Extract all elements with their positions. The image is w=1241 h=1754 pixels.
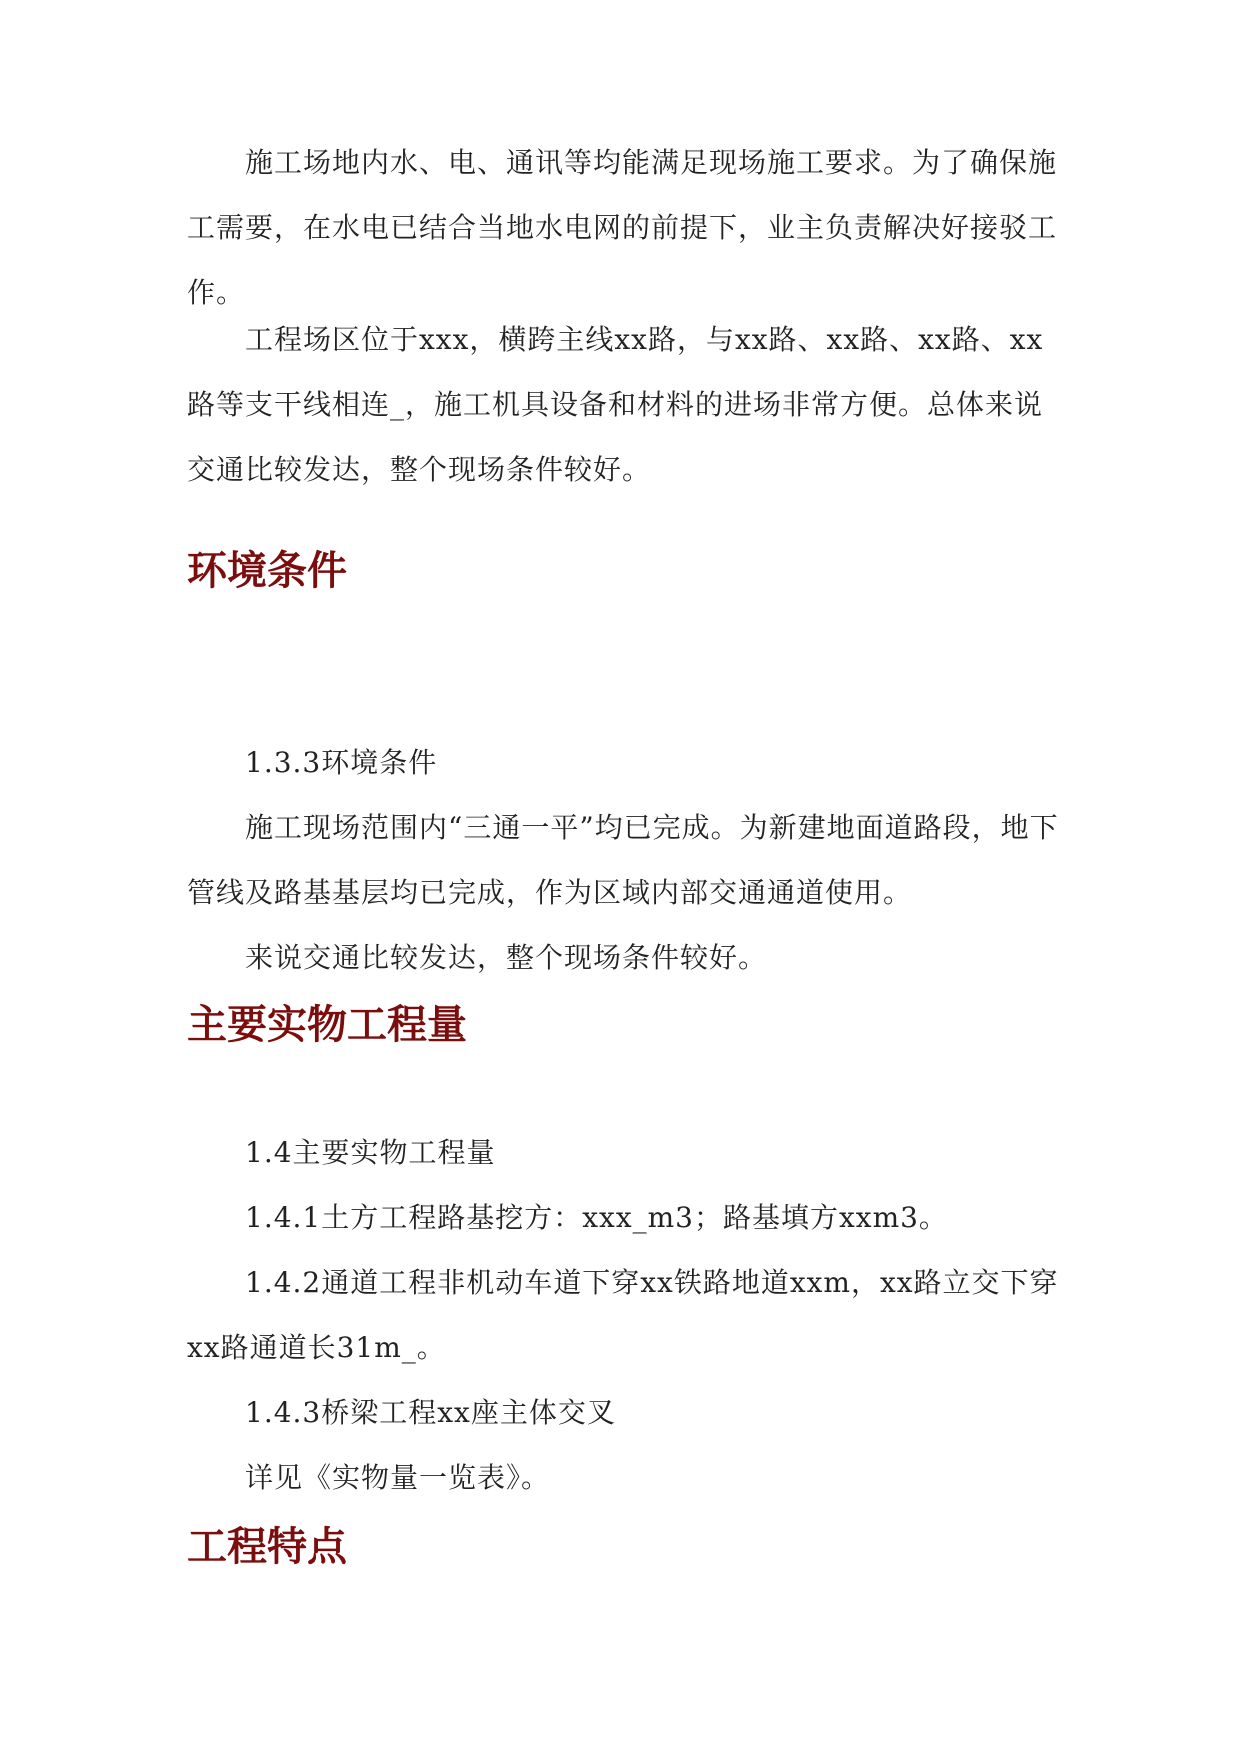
paragraph-site-location: 工程场区位于xxx，横跨主线xx路，与xx路、xx路、xx路、xx路等支干线相连_，施工机具设备和材料的进场非常方便。总体来说交通比较发达，整个现场条件较好。 <box>187 323 1044 486</box>
paragraph-quantity-table-ref: 详见《实物量一览表》。 <box>245 1461 551 1494</box>
paragraph-earthwork: 1.4.1土方工程路基挖方：xxx_m3；路基填方xxm3。 <box>245 1201 948 1234</box>
paragraph-section-1-3-3: 1.3.3环境条件 <box>245 746 438 779</box>
paragraph-utilities: 施工场地内水、电、通讯等均能满足现场施工要求。为了确保施工需要，在水电已结合当地水电网的前提下，业主负责解决好接驳工作。 <box>187 146 1058 309</box>
paragraph-three-utilities: 施工现场范围内“三通一平”均已完成。为新建地面道路段，地下管线及路基基层均已完成，作为区域内部交通通道使用。 <box>187 811 1059 909</box>
heading-environment-conditions: 环境条件 <box>187 548 347 594</box>
paragraph-passage-works: 1.4.2通道工程非机动车道下穿xx铁路地道xxm，xx路立交下穿xx路通道长31m_。 <box>187 1266 1059 1364</box>
heading-main-quantities: 主要实物工程量 <box>187 1002 467 1048</box>
heading-project-features: 工程特点 <box>187 1524 347 1570</box>
paragraph-traffic-conditions: 来说交通比较发达，整个现场条件较好。 <box>245 941 768 974</box>
paragraph-bridge-works: 1.4.3桥梁工程xx座主体交叉 <box>245 1396 616 1429</box>
paragraph-section-1-4: 1.4主要实物工程量 <box>245 1136 496 1169</box>
